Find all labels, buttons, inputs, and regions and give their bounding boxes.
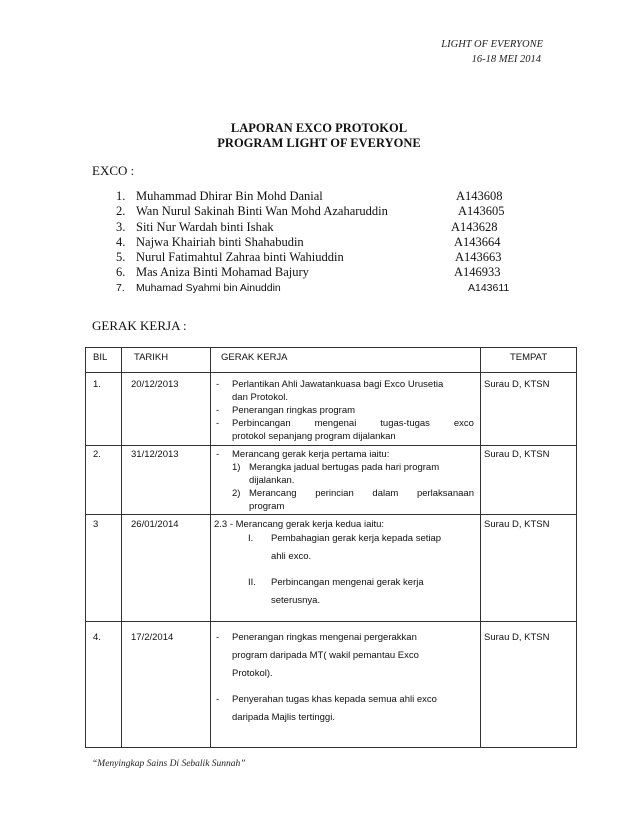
member-name: Najwa Khairiah binti Shahabudin [136, 234, 304, 249]
bullet-dash: - [216, 405, 220, 416]
exco-heading: EXCO : [92, 163, 135, 178]
member-number: 4. [116, 234, 126, 249]
header-event-date: 16-18 MEI 2014 [471, 54, 541, 65]
task-text: seterusnya. [271, 595, 321, 606]
task-text: Penerangan ringkas mengenai pergerakkan [232, 632, 417, 643]
member-name: Wan Nurul Sakinah Binti Wan Mohd Azaharuddin [136, 204, 388, 219]
gerak-kerja-table [85, 347, 577, 748]
row-tarikh: 20/12/2013 [131, 379, 179, 390]
member-matric: A143664 [454, 234, 501, 249]
task-text [232, 417, 474, 430]
member-matric: A143611 [468, 281, 510, 294]
document-header [441, 37, 543, 67]
row-tempat: Surau D, KTSN [484, 519, 550, 530]
bullet-dash: - [216, 694, 220, 705]
exco-member [116, 281, 516, 296]
exco-member [116, 235, 516, 250]
task-text: 2.3 - Merancang gerak kerja kedua iaitu: [214, 519, 385, 530]
task-text: dan Protokol. [232, 392, 288, 403]
member-number: 5. [116, 250, 126, 265]
row-bil: 2. [93, 449, 101, 460]
row-tempat: Surau D, KTSN [484, 379, 550, 390]
member-number: 2. [116, 204, 126, 219]
exco-member [116, 250, 516, 265]
task-text: protokol sepanjang program dijalankan [232, 431, 396, 442]
row-gerak-kerja [214, 518, 476, 618]
task-text [249, 487, 474, 500]
exco-member [116, 265, 516, 280]
table-border [480, 347, 481, 748]
row-tarikh: 17/2/2014 [131, 632, 174, 643]
sub-number: II. [248, 577, 256, 588]
report-subtitle: PROGRAM LIGHT OF EVERYONE [217, 136, 421, 150]
task-text: Perbincangan mengenai gerak kerja [271, 577, 424, 588]
gerak-kerja-heading: GERAK KERJA : [92, 318, 187, 333]
exco-member [116, 220, 516, 235]
table-border [85, 747, 577, 748]
row-tarikh: 31/12/2013 [131, 449, 179, 460]
row-bil: 4. [93, 632, 101, 643]
task-text: Pembahagian gerak kerja kepada setiap [271, 533, 442, 544]
member-number: 6. [116, 265, 126, 280]
table-border [85, 445, 577, 446]
sub-number: I. [248, 533, 254, 544]
column-header-bil: BIL [93, 352, 108, 363]
row-tarikh: 26/01/2014 [131, 519, 179, 530]
member-matric: A146933 [454, 265, 501, 280]
row-tempat: Surau D, KTSN [484, 632, 550, 643]
exco-member [116, 204, 516, 219]
header-event-name: LIGHT OF EVERYONE [441, 39, 543, 50]
exco-member [116, 189, 516, 204]
table-border [210, 347, 211, 748]
bullet-dash: - [216, 379, 220, 390]
task-text: daripada Majlis tertinggi. [232, 712, 335, 723]
member-name: Muhamad Syahmi bin Ainuddin [136, 281, 281, 294]
member-number: 7. [116, 281, 125, 294]
task-text: dijalankan. [249, 475, 295, 486]
report-title: LAPORAN EXCO PROTOKOL [230, 121, 408, 135]
table-border [576, 347, 577, 748]
word: perlaksanaan [416, 488, 474, 499]
member-matric: A143628 [451, 219, 498, 234]
member-name: Mas Aniza Binti Mohamad Bajury [136, 265, 309, 280]
task-text: program [249, 501, 285, 512]
row-bil: 3 [93, 519, 99, 530]
table-border [85, 347, 86, 748]
word: exco [453, 418, 474, 429]
member-name: Muhammad Dhirar Bin Mohd Danial [136, 189, 323, 203]
sub-number: 2) [232, 488, 241, 499]
sub-number: 1) [232, 462, 241, 473]
table-border [85, 621, 577, 622]
member-number: 1. [116, 189, 126, 203]
word: tugas-tugas [380, 418, 430, 429]
table-border [85, 372, 577, 373]
row-gerak-kerja [216, 448, 474, 513]
bullet-dash: - [216, 418, 220, 429]
task-text: Penyerahan tugas khas kepada semua ahli exco [232, 694, 437, 705]
member-matric: A143608 [456, 189, 503, 203]
task-text: ahli exco. [271, 551, 312, 562]
task-text: Merangka jadual bertugas pada hari program [249, 462, 440, 473]
row-gerak-kerja [216, 378, 474, 443]
word: Perbincangan [232, 418, 291, 429]
member-number: 3. [116, 219, 126, 234]
member-matric: A143605 [458, 204, 505, 219]
table-border [85, 514, 577, 515]
word: dalam [372, 488, 399, 499]
table-border [85, 347, 577, 348]
task-text: program daripada MT( wakil pemantau Exco [232, 650, 419, 661]
task-text: Merancang gerak kerja pertama iaitu: [232, 449, 390, 460]
word: Merancang [249, 488, 297, 499]
document-footer: “Menyingkap Sains Di Sebalik Sunnah” [92, 759, 246, 769]
row-bil: 1. [93, 379, 101, 390]
column-header-gerak-kerja: GERAK KERJA [221, 352, 288, 363]
task-text: Protokol). [232, 668, 273, 679]
column-header-tempat: TEMPAT [510, 352, 548, 363]
bullet-dash: - [216, 632, 220, 643]
word: perincian [315, 488, 354, 499]
table-border [121, 347, 122, 748]
bullet-dash: - [216, 449, 220, 460]
exco-member-list [116, 189, 516, 296]
row-gerak-kerja [216, 631, 474, 743]
member-matric: A143663 [455, 250, 502, 265]
column-header-tarikh: TARIKH [134, 352, 169, 363]
task-text: Penerangan ringkas program [232, 405, 356, 416]
member-name: Siti Nur Wardah binti Ishak [136, 219, 274, 234]
member-name: Nurul Fatimahtul Zahraa binti Wahiuddin [136, 250, 344, 265]
row-tempat: Surau D, KTSN [484, 449, 550, 460]
task-text: Perlantikan Ahli Jawatankuasa bagi Exco Urusetia [232, 379, 444, 390]
word: mengenai [314, 418, 357, 429]
